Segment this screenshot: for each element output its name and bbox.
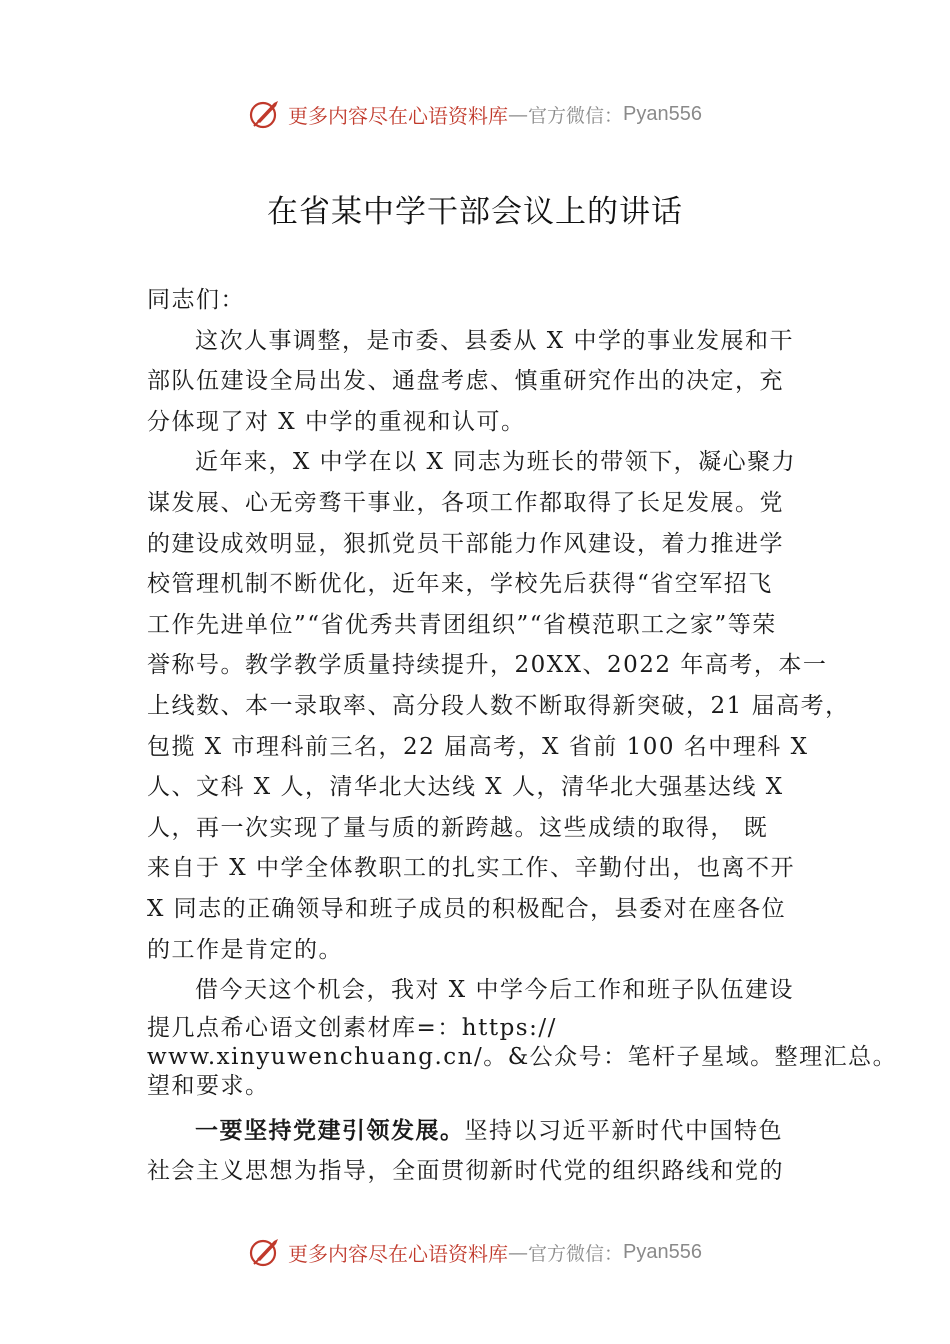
paragraph-line: 上线数、本一录取率、高分段人数不断取得新突破，21 届高考， <box>147 692 850 719</box>
paragraph-line: 人，再一次实现了量与质的新跨越。这些成绩的取得， 既 <box>147 814 769 841</box>
emphasis-heading: 一要坚持党建引领发展。 <box>195 1116 465 1144</box>
paragraph-4 <box>147 1111 837 1192</box>
paragraph-line: 誉称号。教学教学质量持续提升，20XX、2022 年高考，本一 <box>147 652 828 679</box>
paragraph-1 <box>147 321 837 443</box>
paragraph-line: 这次人事调整，是市委、县委从 X 中学的事业发展和干 <box>195 327 794 354</box>
paragraph-line: X 同志的正确领导和班子成员的积极配合，县委对在座各位 <box>147 895 787 922</box>
paragraph-line: 工作先进单位”“省优秀共青团组织”“省模范职工之家”等荣 <box>147 611 777 638</box>
paragraph-line: 部队伍建设全局出发、通盘考虑、慎重研究作出的决定，充 <box>147 368 784 395</box>
header-wechat-label: 官方微信： <box>528 104 624 127</box>
footer-watermark-banner <box>0 1230 950 1274</box>
document-body <box>147 280 898 1192</box>
paragraph-line: 社会主义思想为指导，全面贯彻新时代党的组织路线和党的 <box>147 1158 784 1185</box>
paragraph-line: 借今天这个机会，我对 X 中学今后工作和班子队伍建设 <box>195 977 794 1004</box>
quill-logo-icon <box>248 1235 282 1269</box>
paragraph-line: 提几点希心语文创素材库=：https:// <box>147 1014 557 1041</box>
header-watermark-banner <box>0 92 950 136</box>
footer-brand-text: 更多内容尽在心语资料库 <box>288 1241 508 1266</box>
paragraph-3 <box>147 970 898 1101</box>
paragraph-line: 人、文科 X 人，清华北大达线 X 人，清华北大强基达线 X <box>147 774 784 801</box>
paragraph-line: 的工作是肯定的。 <box>147 936 343 963</box>
paragraph-line: 谋发展、心无旁骛干事业，各项工作都取得了长足发展。党 <box>147 489 784 516</box>
paragraph-line-text: 坚持以习近平新时代中国特色 <box>464 1117 783 1144</box>
quill-logo-icon <box>248 97 282 131</box>
header-wechat-id: Pyan556 <box>623 102 702 125</box>
footer-separator: — <box>508 1240 528 1264</box>
paragraph-line: 近年来，X 中学在以 X 同志为班长的带领下，凝心聚力 <box>195 449 797 476</box>
document-title: 在省某中学干部会议上的讲话 <box>267 194 683 230</box>
paragraph-line <box>147 1111 837 1152</box>
paragraph-line: 望和要求。 <box>147 1072 270 1099</box>
paragraph-line: 的建设成效明显，狠抓党员干部能力作风建设，着力推进学 <box>147 530 784 557</box>
paragraph-line: 来自于 X 中学全体教职工的扎实工作、辛勤付出，也离不开 <box>147 855 795 882</box>
paragraph-line: www.xinyuwenchuang.cn/。&公众号：笔杆子星域。整理汇总。 <box>147 1043 898 1070</box>
footer-wechat-id: Pyan556 <box>623 1240 702 1263</box>
salutation: 同志们： <box>147 287 245 313</box>
paragraph-line: 分体现了对 X 中学的重视和认可。 <box>147 408 526 435</box>
paragraph-line: 校管理机制不断优化，近年来，学校先后获得“省空军招飞 <box>147 571 773 598</box>
paragraph-line: 包揽 X 市理科前三名，22 届高考，X 省前 100 名中理科 X <box>147 733 809 760</box>
header-separator: — <box>508 102 528 126</box>
header-brand-text: 更多内容尽在心语资料库 <box>288 103 508 128</box>
paragraph-2 <box>147 442 850 970</box>
footer-wechat-label: 官方微信： <box>528 1242 624 1265</box>
